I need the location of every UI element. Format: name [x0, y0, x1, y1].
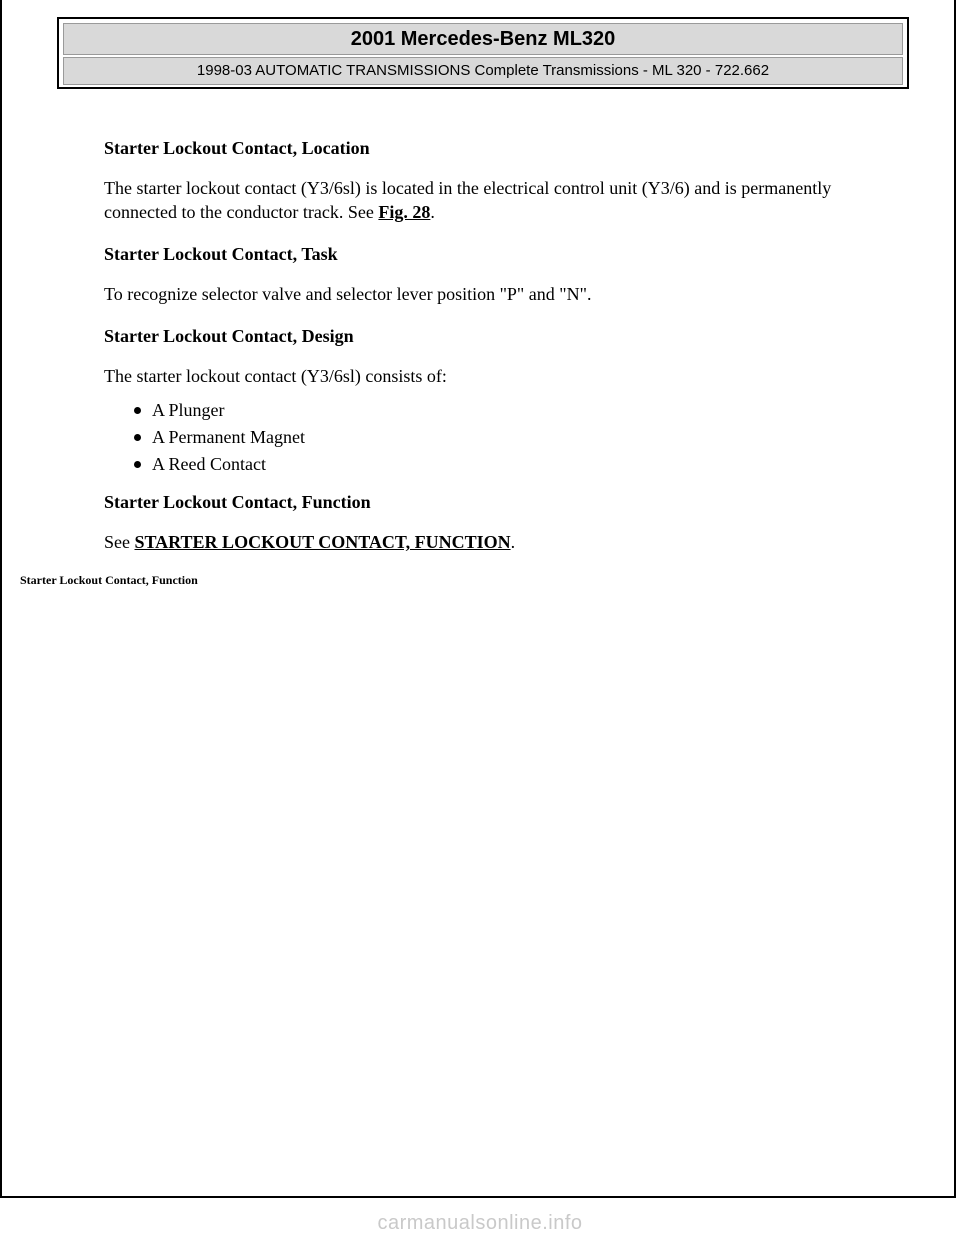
location-period: .	[430, 202, 435, 222]
design-paragraph: The starter lockout contact (Y3/6sl) consists of:	[104, 366, 447, 386]
task-heading: Starter Lockout Contact, Task	[104, 244, 338, 264]
bullet-icon	[134, 407, 141, 414]
design-component-list	[104, 398, 904, 476]
location-heading: Starter Lockout Contact, Location	[104, 138, 370, 158]
document-header	[57, 17, 909, 89]
list-item-label: A Permanent Magnet	[152, 427, 305, 447]
fig-28-link[interactable]: Fig. 28	[378, 202, 431, 222]
location-paragraph	[104, 176, 904, 224]
footer-caption: Starter Lockout Contact, Function	[20, 573, 198, 587]
function-paragraph	[104, 530, 904, 554]
task-paragraph: To recognize selector valve and selector lever position "P" and "N".	[104, 284, 592, 304]
function-period: .	[510, 532, 516, 552]
bullet-icon	[134, 434, 141, 441]
list-item-label: A Reed Contact	[152, 454, 266, 474]
starter-lockout-function-link[interactable]: STARTER LOCKOUT CONTACT, FUNCTION	[134, 532, 511, 552]
function-prefix: See	[104, 532, 135, 552]
design-heading: Starter Lockout Contact, Design	[104, 326, 354, 346]
list-item-label: A Plunger	[152, 400, 225, 420]
bullet-icon	[134, 461, 141, 468]
site-watermark: carmanualsonline.info	[377, 1212, 583, 1234]
location-text: The starter lockout contact (Y3/6sl) is located in the electrical control unit (Y3/6) and is permanently connected to the conductor track. See	[104, 178, 832, 222]
document-title: 2001 Mercedes-Benz ML320	[63, 23, 903, 55]
list-item	[134, 398, 904, 422]
document-subtitle: 1998-03 AUTOMATIC TRANSMISSIONS Complete Transmissions - ML 320 - 722.662	[63, 57, 903, 85]
document-body	[104, 136, 904, 572]
list-item	[134, 425, 904, 449]
list-item	[134, 452, 904, 476]
function-heading: Starter Lockout Contact, Function	[104, 492, 371, 512]
